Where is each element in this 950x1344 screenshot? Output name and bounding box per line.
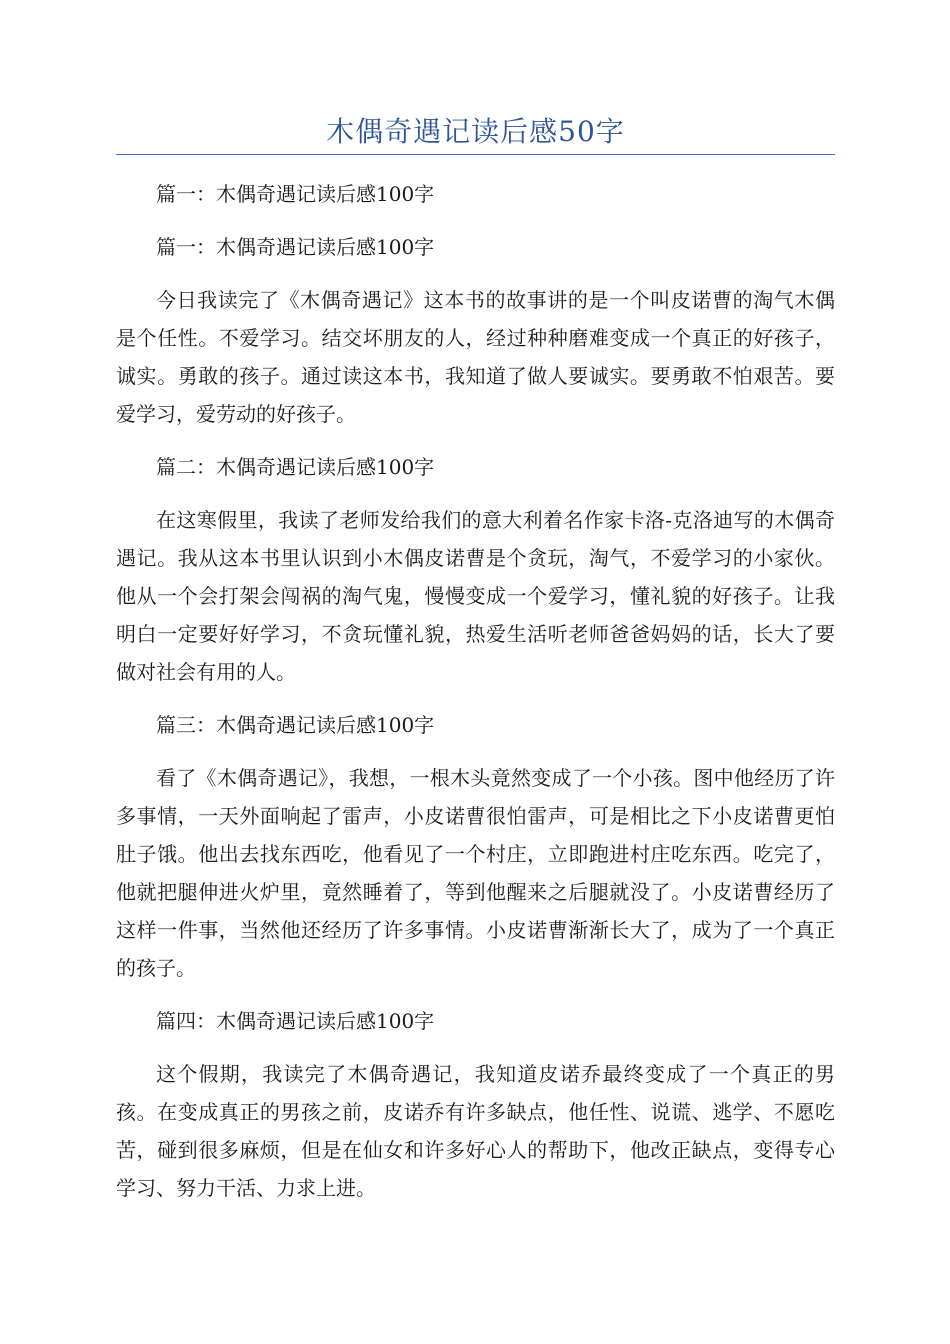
section-heading-4: 篇三：木偶奇遇记读后感100字: [156, 713, 435, 737]
section-heading-3: 篇二：木偶奇遇记读后感100字: [156, 455, 435, 479]
section-paragraph-5: 这个假期，我读完了木偶奇遇记，我知道皮诺乔最终变成了一个真正的男孩。在变成真正的男孩之前，皮诺乔有许多缺点，他任性、说谎、逃学、不愿吃苦，碰到很多麻烦，但是在仙女和许多好心人的帮助下，他改正缺点，变得专心学习、努力干活、力求上进。: [116, 1062, 835, 1200]
section-heading-5: 篇四：木偶奇遇记读后感100字: [156, 1009, 435, 1033]
document-title: 木偶奇遇记读后感50字: [326, 115, 625, 148]
section-paragraph-2: 今日我读完了《木偶奇遇记》这本书的故事讲的是一个叫皮诺曹的淘气木偶是个任性。不爱学习。结交坏朋友的人，经过种种磨难变成一个真正的好孩子，诚实。勇敢的孩子。通过读这本书，我知道了做人要诚实。要勇敢不怕艰苦。要爱学习，爱劳动的好孩子。: [116, 288, 835, 426]
section-paragraph-3: 在这寒假里，我读了老师发给我们的意大利着名作家卡洛-克洛迪写的木偶奇遇记。我从这本书里认识到小木偶皮诺曹是个贪玩，淘气，不爱学习的小家伙。他从一个会打架会闯祸的淘气鬼，慢慢变成一个爱学习，懂礼貌的好孩子。让我明白一定要好好学习，不贪玩懂礼貌，热爱生活听老师爸爸妈妈的话，长大了要做对社会有用的人。: [116, 508, 835, 684]
section-heading-2: 篇一：木偶奇遇记读后感100字: [156, 235, 435, 259]
section-paragraph-4: 看了《木偶奇遇记》，我想，一根木头竟然变成了一个小孩。图中他经历了许多事情，一天外面响起了雷声，小皮诺曹很怕雷声，可是相比之下小皮诺曹更怕肚子饿。他出去找东西吃，他看见了一个村庄，立即跑进村庄吃东西。吃完了，他就把腿伸进火炉里，竟然睡着了，等到他醒来之后腿就没了。小皮诺曹经历了这样一件事，当然他还经历了许多事情。小皮诺曹渐渐长大了，成为了一个真正的孩子。: [116, 766, 835, 980]
document-body: [116, 175, 835, 1222]
section-heading-1: 篇一：木偶奇遇记读后感100字: [156, 182, 435, 206]
title-underline: [116, 154, 835, 155]
